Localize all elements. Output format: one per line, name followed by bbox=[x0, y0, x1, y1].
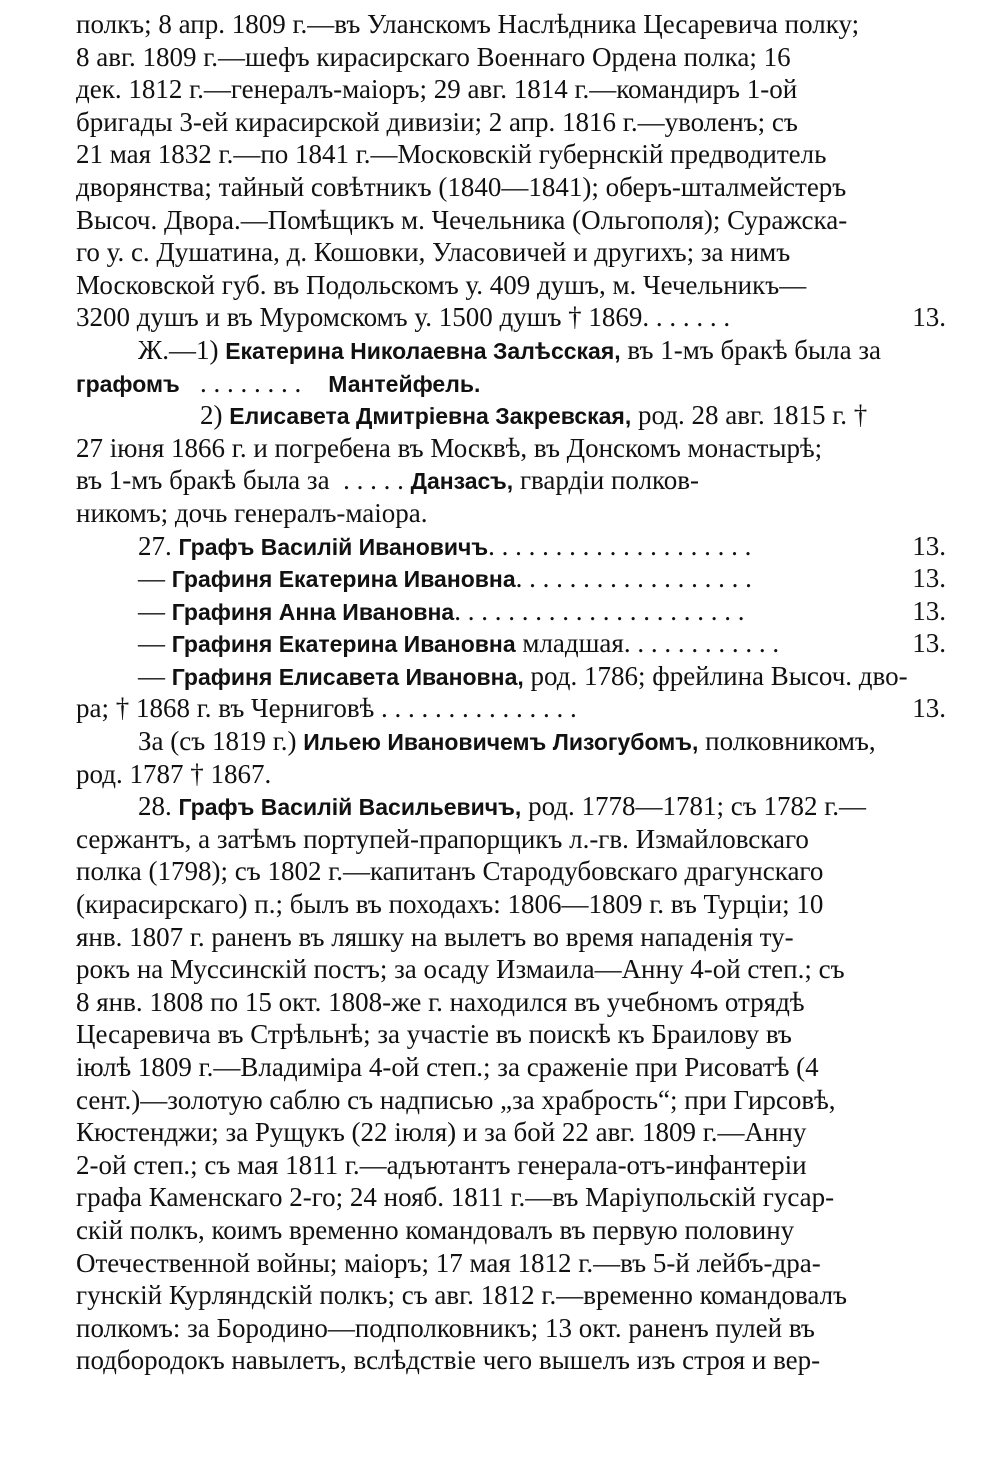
text-line: скій полкъ, коимъ временно командовалъ въ первую половину bbox=[76, 1214, 795, 1245]
text-line: полкъ; 8 апр. 1809 г.—въ Уланскомъ Наслѣдника Цесаревича полку; bbox=[76, 9, 860, 39]
genealogy-entry: — Графиня Анна Ивановна. . . . . . . . . . . . . . . . . . . . . . 13. bbox=[138, 595, 946, 626]
text-line: дек. 1812 г.—генералъ-маіоръ; 29 авг. 1814 г.—командиръ 1-ой bbox=[76, 74, 798, 105]
genealogy-entry: — Графиня Екатерина Ивановна. . . . . . . . . . . . . . . . . . 13. bbox=[138, 563, 946, 594]
text-line: 8 авг. 1809 г.—шефъ кирасирскаго Военнаго Ордена полка; 16 bbox=[76, 41, 791, 72]
text-line: Отечественной войны; маіоръ; 17 мая 1812 г.—въ 5-й лейбъ-дра- bbox=[76, 1247, 821, 1278]
text-line: 21 мая 1832 г.—по 1841 г.—Московскій губернскій предводитель bbox=[76, 139, 827, 170]
text-line: род. 1787 † 1867. bbox=[76, 758, 272, 789]
text-line: 3200 душъ и въ Муромскомъ у. 1500 душъ † 1869. . . . . . . 13. bbox=[76, 302, 946, 333]
text-line: сент.)—золотую саблю съ надписью „за храбрость“; при Гирсовѣ, bbox=[76, 1084, 836, 1115]
genealogy-entry: — Графиня Екатерина Ивановна младшая. . . . . . . . . . . . 13. bbox=[138, 628, 946, 659]
text-line: янв. 1807 г. раненъ въ ляшку на вылетъ во время нападенія ту- bbox=[76, 921, 794, 952]
text-line: въ 1-мъ бракѣ была за . . . . . Данзасъ, гвардіи полков- bbox=[76, 465, 700, 496]
genealogy-entry: 28. Графъ Василій Васильевичъ, род. 1778—1781; съ 1782 г.— bbox=[138, 791, 866, 822]
page-reference: 13. bbox=[912, 563, 946, 594]
wife-entry: 2) Елисавета Дмитріевна Закревская, род. 28 авг. 1815 г. † bbox=[200, 400, 868, 431]
page-reference: 13. bbox=[912, 302, 946, 333]
wife-entry: Ж.—1) Екатерина Николаевна Залѣсская, въ 1-мъ бракѣ была за bbox=[138, 334, 881, 365]
text-line: 8 янв. 1808 по 15 окт. 1808-же г. находился въ учебномъ отрядѣ bbox=[76, 986, 805, 1017]
document-page bbox=[76, 8, 946, 1377]
text-line: іюлѣ 1809 г.—Владиміра 4-ой степ.; за сраженіе при Рисоватѣ (4 bbox=[76, 1052, 819, 1082]
genealogy-entry: 27. Графъ Василій Ивановичъ. . . . . . . . . . . . . . . . . . . . 13. bbox=[138, 530, 946, 561]
text-line: Цесаревича въ Стрѣльнѣ; за участіе въ поискѣ къ Браилову въ bbox=[76, 1019, 792, 1050]
text-line: гунскій Курляндскій полкъ; съ авг. 1812 г.—временно командовалъ bbox=[76, 1280, 848, 1311]
text-line: 2-ой степ.; съ мая 1811 г.—адъютантъ генерала-отъ-инфантеріи bbox=[76, 1149, 807, 1180]
page-reference: 13. bbox=[912, 595, 946, 626]
text-line: дворянства; тайный совѣтникъ (1840—1841); оберъ-шталмейстеръ bbox=[76, 171, 847, 202]
text-line: сержантъ, а затѣмъ портупей-прапорщикъ л.-гв. Измайловскаго bbox=[76, 823, 809, 854]
text-line: ра; † 1868 г. въ Черниговѣ . . . . . . . . . . . . . . . 13. bbox=[76, 693, 946, 724]
page-reference: 13. bbox=[912, 628, 946, 659]
text-line: го у. с. Душатина, д. Кошовки, Уласовичей и другихъ; за нимъ bbox=[76, 237, 791, 268]
page-reference: 13. bbox=[912, 530, 946, 561]
text-line: (кирасирскаго) п.; былъ въ походахъ: 1806—1809 г. въ Турціи; 10 bbox=[76, 889, 824, 920]
text-line: подбородокъ навылетъ, вслѣдствіе чего вышелъ изъ строя и вер- bbox=[76, 1345, 821, 1376]
text-line: бригады 3-ей кирасирской дивизіи; 2 апр. 1816 г.—уволенъ; съ bbox=[76, 106, 798, 137]
page-reference: 13. bbox=[912, 693, 946, 724]
text-line: рокъ на Муссинскій постъ; за осаду Измаила—Анну 4-ой степ.; съ bbox=[76, 954, 845, 985]
text-line: Московской губ. въ Подольскомъ у. 409 душъ, м. Чечельникъ— bbox=[76, 269, 807, 300]
text-line: никомъ; дочь генералъ-маіора. bbox=[76, 497, 428, 528]
text-line: полкомъ: за Бородино—подполковникъ; 13 окт. раненъ пулей въ bbox=[76, 1312, 815, 1343]
text-line: полка (1798); съ 1802 г.—капитанъ Стародубовскаго драгунскаго bbox=[76, 856, 824, 887]
text-line: графомъ . . . . . . . . Мантейфель. bbox=[76, 367, 481, 398]
genealogy-entry: — Графиня Елисавета Ивановна, род. 1786; фрейлина Высоч. дво- bbox=[138, 660, 908, 691]
text-line: Высоч. Двора.—Помѣщикъ м. Чечельника (Ольгополя); Суражска- bbox=[76, 204, 848, 235]
text-line: Кюстенджи; за Рущукъ (22 іюля) и за бой 22 авг. 1809 г.—Анну bbox=[76, 1117, 807, 1148]
spouse-entry: За (съ 1819 г.) Ильею Ивановичемъ Лизогубомъ, полковникомъ, bbox=[138, 726, 876, 757]
text-line: 27 іюня 1866 г. и погребена въ Москвѣ, въ Донскомъ монастырѣ; bbox=[76, 432, 823, 463]
text-line: графа Каменскаго 2-го; 24 нояб. 1811 г.—въ Маріупольскій гусар- bbox=[76, 1182, 835, 1213]
